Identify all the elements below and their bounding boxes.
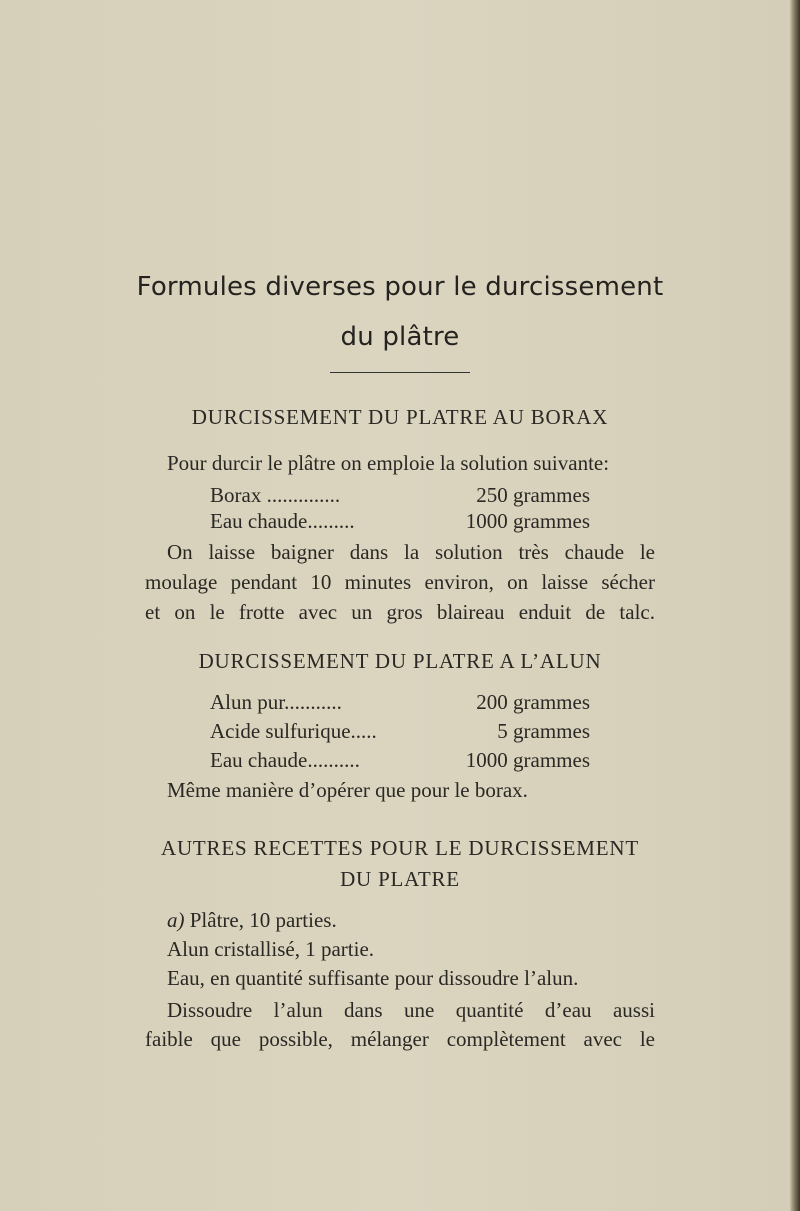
borax-paragraph-line-3: et on le frotte avec un gros blaireau enduit de talc.: [145, 600, 655, 624]
eau-alun-item-qty: 1000 grammes: [465, 748, 590, 772]
alun-note: Même manière d’opérer que pour le borax.: [167, 778, 528, 802]
section-heading-autres-line-2: DU PLATRE: [340, 867, 460, 891]
recipe-a-text: Plâtre, 10 parties.: [189, 908, 337, 932]
recipe-a-paragraph-line-1: Dissoudre l’alun dans une quantité d’eau aussi: [167, 998, 655, 1022]
section-heading-autres-line-1: AUTRES RECETTES POUR LE DURCISSEMENT: [161, 836, 639, 860]
page-title-line-1: Formules diverses pour le durcissement: [136, 272, 664, 302]
page-edge-shadow: [790, 0, 800, 1211]
recipe-a-line-3: Eau, en quantité suffisante pour dissoudre l’alun.: [167, 966, 579, 990]
section-heading-alun: DURCISSEMENT DU PLATRE A L’ALUN: [198, 649, 602, 673]
recipe-a-label: a): [167, 908, 185, 932]
borax-intro: Pour durcir le plâtre on emploie la solution suivante:: [167, 451, 610, 475]
alun-item-name: Alun pur...........: [210, 690, 342, 714]
acide-item-qty: 5 grammes: [497, 719, 590, 743]
title-divider: [330, 372, 470, 373]
section-heading-borax: DURCISSEMENT DU PLATRE AU BORAX: [191, 405, 609, 429]
eau-item-name: Eau chaude.........: [210, 509, 355, 533]
alun-item-qty: 200 grammes: [476, 690, 590, 714]
page-title-line-2: du plâtre: [340, 322, 460, 352]
recipe-a-line: [167, 908, 337, 933]
eau-alun-item-name: Eau chaude..........: [210, 748, 360, 772]
recipe-a-paragraph-line-2: faible que possible, mélanger complètement avec le: [145, 1027, 655, 1051]
borax-item-name: Borax ..............: [210, 483, 341, 507]
acide-item-name: Acide sulfurique.....: [210, 719, 377, 743]
borax-paragraph-line-1: On laisse baigner dans la solution très chaude le: [167, 540, 655, 564]
borax-item-qty: 250 grammes: [476, 483, 590, 507]
recipe-a-line-2: Alun cristallisé, 1 partie.: [167, 937, 375, 961]
borax-paragraph-line-2: moulage pendant 10 minutes environ, on laisse sécher: [145, 570, 655, 594]
eau-item-qty: 1000 grammes: [465, 509, 590, 533]
